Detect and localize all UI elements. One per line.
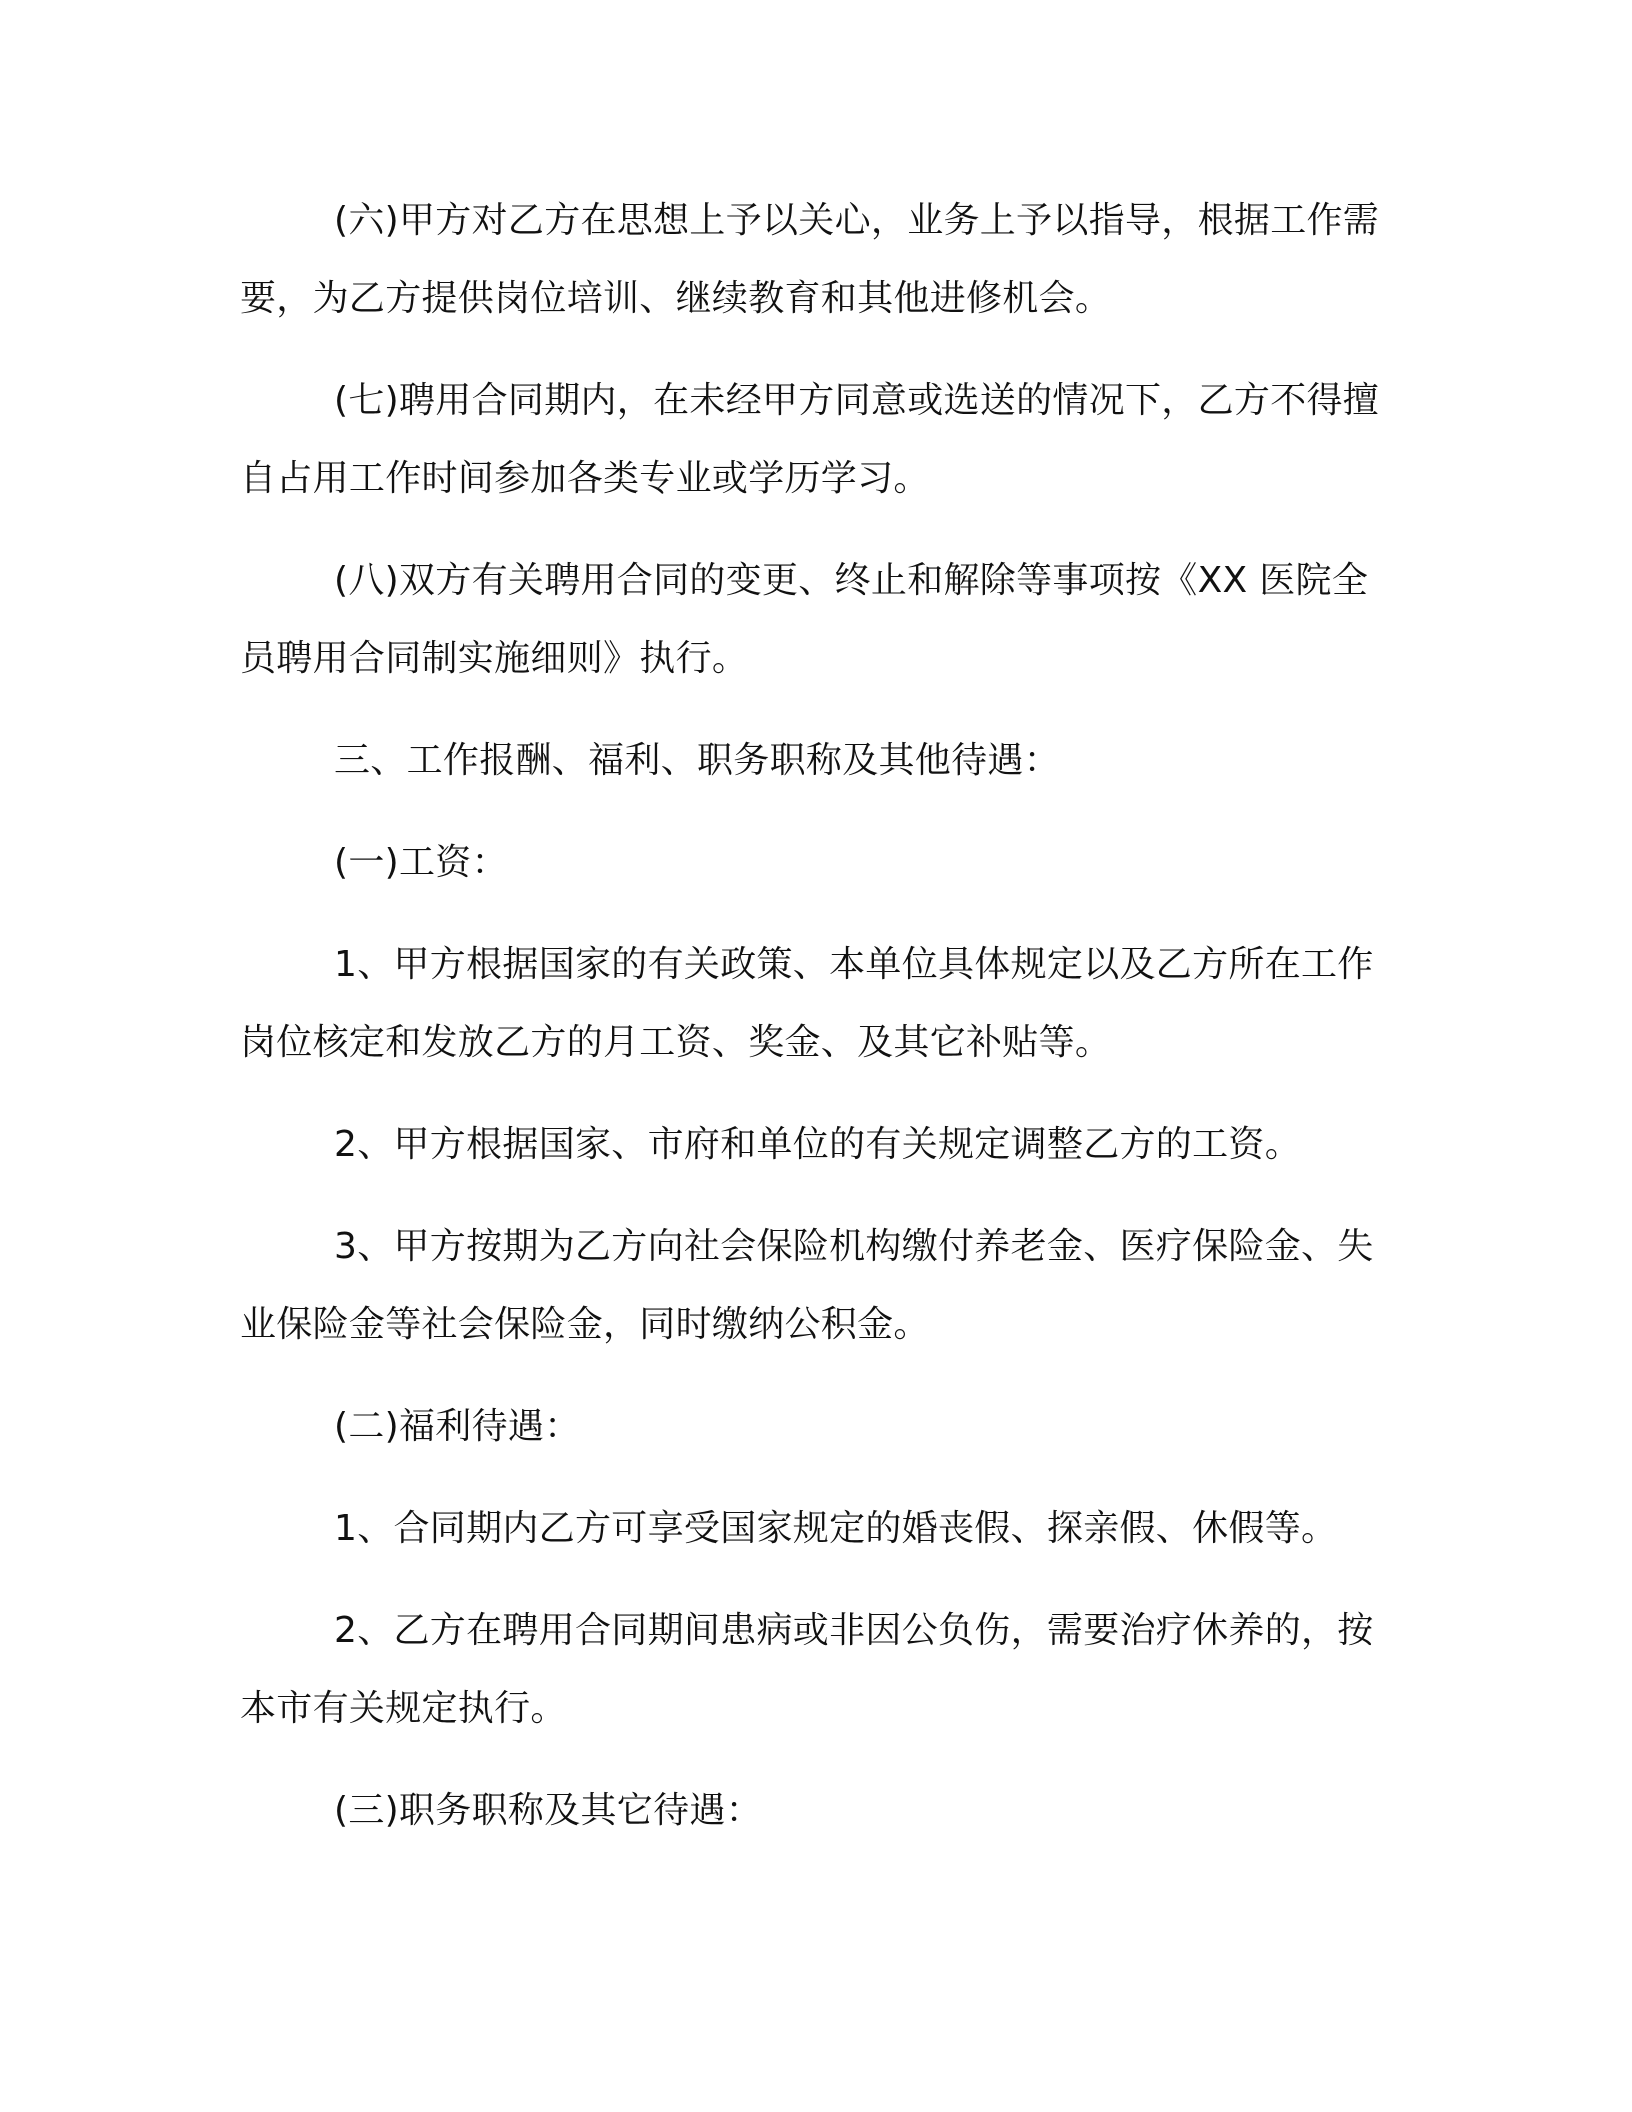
paragraph-8: (八)双方有关聘用合同的变更、终止和解除等事项按《XX 医院全员聘用合同制实施细则》执行。 — [240, 560, 1369, 679]
subheading-welfare: (二)福利待遇： — [334, 1406, 581, 1447]
subheading-wages: (一)工资： — [334, 842, 508, 883]
welfare-item-1: 1、合同期内乙方可享受国家规定的婚丧假、探亲假、休假等。 — [334, 1508, 1338, 1549]
welfare-item-2: 2、乙方在聘用合同期间患病或非因公负伤，需要治疗休养的，按本市有关规定执行。 — [240, 1610, 1374, 1729]
paragraph-7: (七)聘用合同期内，在未经甲方同意或选送的情况下，乙方不得擅自占用工作时间参加各类专业或学历学习。 — [240, 380, 1380, 499]
wages-item-3: 3、甲方按期为乙方向社会保险机构缴付养老金、医疗保险金、失业保险金等社会保险金，同时缴纳公积金。 — [240, 1226, 1374, 1345]
section-heading-3: 三、工作报酬、福利、职务职称及其他待遇： — [334, 740, 1061, 781]
subheading-title-benefits: (三)职务职称及其它待遇： — [334, 1790, 762, 1831]
wages-item-2: 2、甲方根据国家、市府和单位的有关规定调整乙方的工资。 — [334, 1124, 1302, 1165]
paragraph-6: (六)甲方对乙方在思想上予以关心，业务上予以指导，根据工作需要，为乙方提供岗位培训、继续教育和其他进修机会。 — [240, 200, 1380, 319]
wages-item-1: 1、甲方根据国家的有关政策、本单位具体规定以及乙方所在工作岗位核定和发放乙方的月工资、奖金、及其它补贴等。 — [240, 944, 1374, 1063]
